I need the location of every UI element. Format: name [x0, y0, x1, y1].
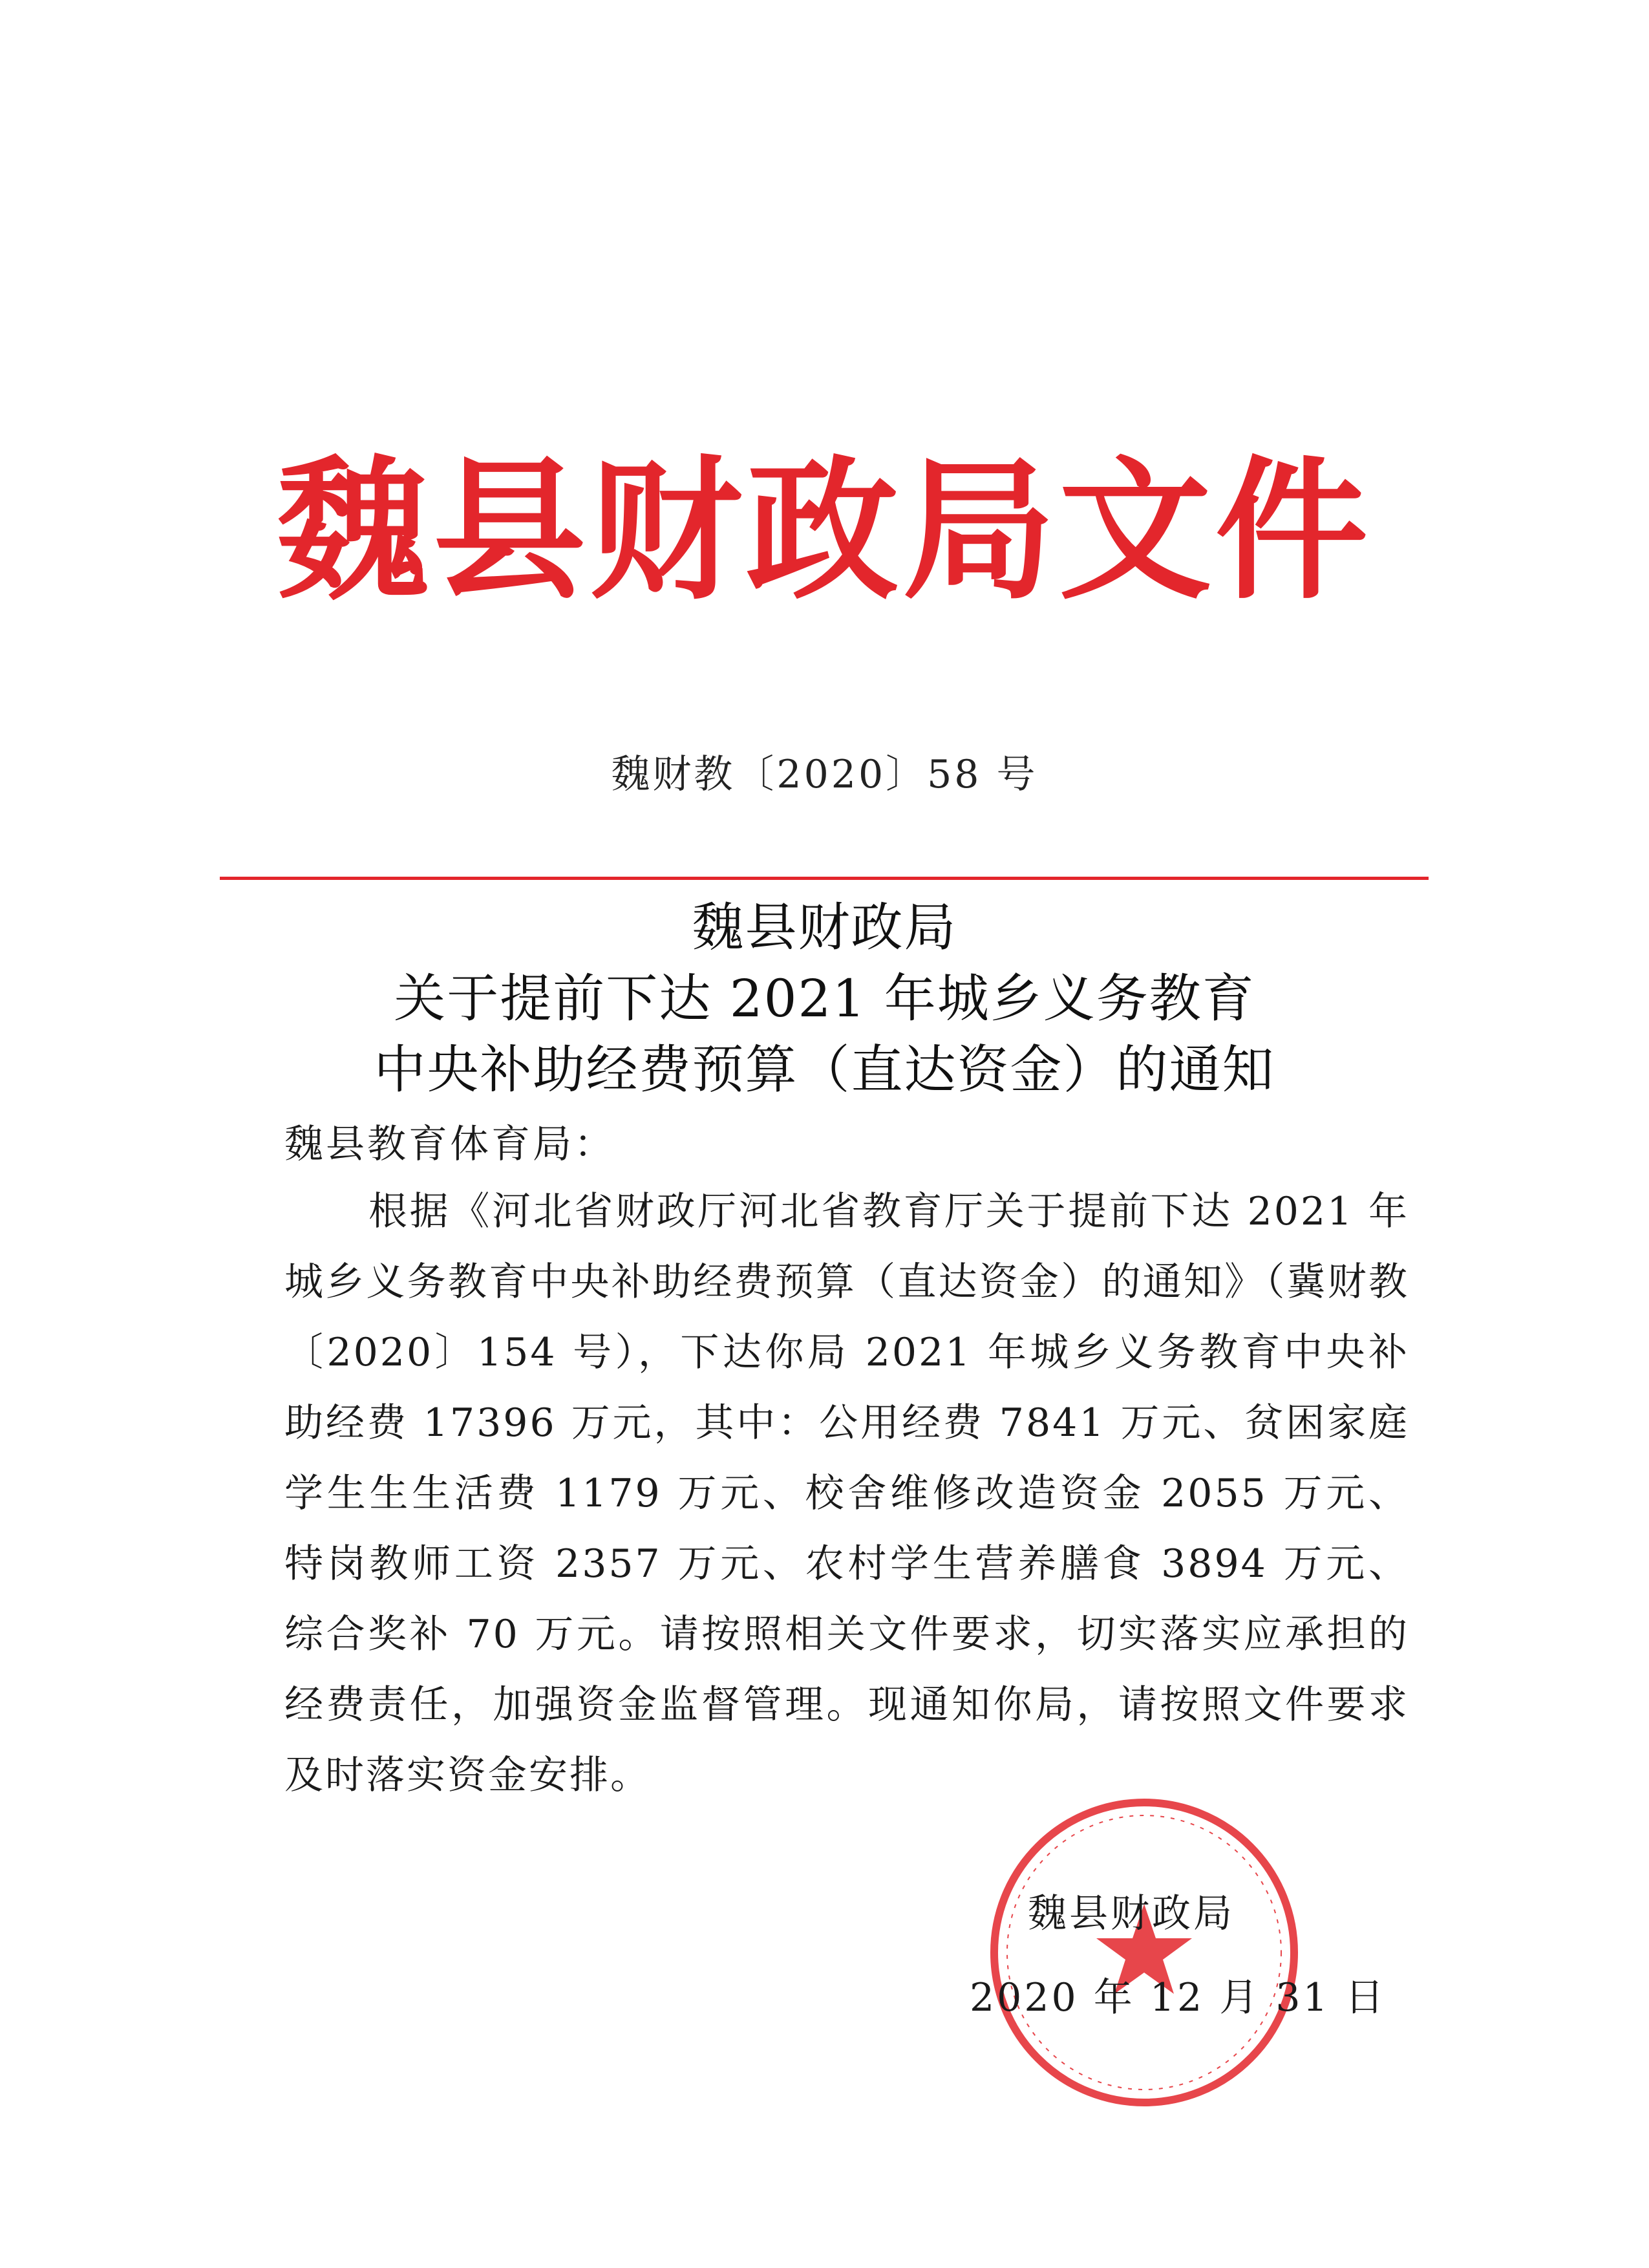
red-divider [220, 877, 1429, 880]
body-text [284, 1177, 1409, 1811]
title-line-2: 关于提前下达 2021 年城乡义务教育 [394, 968, 1255, 1029]
notice-title [0, 892, 1649, 1106]
signature-date: 2020 年 12 月 31 日 [970, 1975, 1387, 2020]
title-line-1: 魏县财政局 [692, 897, 957, 957]
signature-org: 魏县财政局 [1028, 1891, 1235, 1936]
addressee: 魏县教育体育局： [284, 1122, 615, 1167]
title-line-3: 中央补助经费预算（直达资金）的通知 [374, 1040, 1275, 1100]
official-seal [983, 1791, 1306, 2114]
document-number: 魏财教〔2020〕58 号 [611, 752, 1038, 797]
body-paragraph: 根据《河北省财政厅河北省教育厅关于提前下达 2021 年城乡义务教育中央补助经费预算（直达资金）的通知》（冀财教〔2020〕154 号），下达你局 2021 年城乡义务教育中央补助经费 17396 万元，其中：公用经费 7841 万元、贫困家庭学生生生活费 1179 万元、校舍维修改造资金 2055 万元、特岗教师工资 2357 万元、农村学生营养膳食 3894 万元、综合奖补 70 万元。请按照相关文件要求，切实落实应承担的经费责任，加强资金监督管理。现通知你局，请按照文件要求及时落实资金安排。 [284, 1189, 1409, 1798]
masthead-title: 魏县财政局文件 [276, 440, 1372, 620]
